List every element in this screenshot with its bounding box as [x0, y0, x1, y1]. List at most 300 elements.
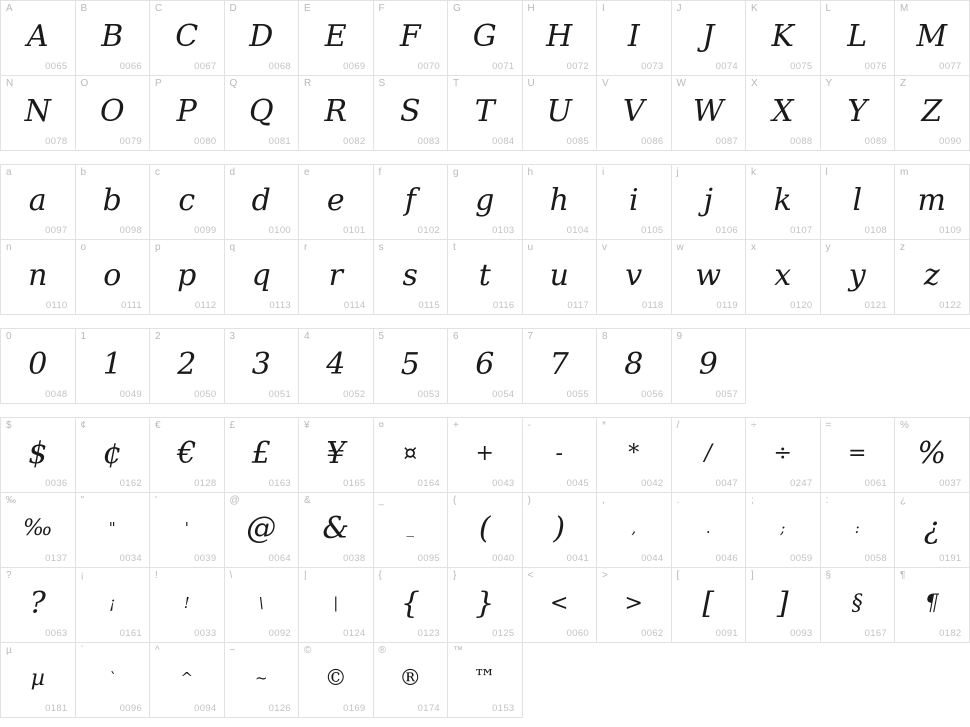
char-label: a	[6, 167, 12, 178]
char-cell[interactable]	[523, 568, 598, 643]
char-cell[interactable]	[448, 240, 523, 315]
char-cell[interactable]	[597, 568, 672, 643]
char-label: \	[229, 570, 233, 581]
char-cell[interactable]	[821, 568, 896, 643]
char-label: *	[602, 420, 606, 431]
char-glyph: A	[26, 18, 49, 54]
char-code: 0070	[417, 61, 440, 72]
char-cell[interactable]	[448, 76, 523, 151]
char-glyph: \	[258, 594, 264, 612]
char-label: L	[825, 3, 832, 14]
char-label: [	[676, 570, 680, 581]
char-cell[interactable]	[895, 240, 970, 315]
char-code: 0046	[715, 553, 738, 564]
char-code: 0109	[939, 225, 962, 236]
char-cell[interactable]	[76, 240, 151, 315]
char-cell[interactable]	[672, 493, 747, 568]
char-glyph: H	[546, 18, 573, 54]
char-glyph: 2	[177, 346, 197, 382]
char-glyph: (	[478, 510, 491, 546]
char-code: 0038	[343, 553, 366, 564]
char-label: r	[304, 242, 308, 253]
char-cell[interactable]	[523, 329, 598, 404]
char-cell[interactable]	[1, 418, 76, 493]
char-code: 0044	[641, 553, 664, 564]
char-glyph: |	[333, 594, 339, 612]
char-cell[interactable]	[821, 76, 896, 151]
char-glyph: ©	[324, 665, 347, 691]
char-label: W	[676, 78, 686, 89]
char-code: 0078	[45, 136, 68, 147]
char-cell[interactable]	[225, 643, 300, 718]
char-code: 0043	[492, 478, 515, 489]
char-code: 0105	[641, 225, 664, 236]
char-label: F	[378, 3, 385, 14]
char-cell[interactable]	[448, 165, 523, 240]
char-code: 0057	[715, 389, 738, 400]
char-label: z	[900, 242, 905, 253]
char-label: s	[378, 242, 384, 253]
char-label: /	[676, 420, 680, 431]
char-cell[interactable]	[150, 329, 225, 404]
char-glyph: d	[251, 182, 271, 218]
char-glyph: ¤	[403, 440, 418, 466]
char-cell[interactable]	[150, 1, 225, 76]
char-cell[interactable]	[76, 165, 151, 240]
char-glyph: &	[322, 510, 350, 546]
char-cell[interactable]	[448, 568, 523, 643]
char-code: 0039	[194, 553, 217, 564]
char-cell[interactable]	[672, 1, 747, 76]
char-cell[interactable]	[895, 1, 970, 76]
char-code: 0087	[715, 136, 738, 147]
char-cell[interactable]	[225, 568, 300, 643]
char-glyph: Y	[847, 93, 868, 129]
char-code: 0120	[790, 300, 813, 311]
char-cell[interactable]	[523, 76, 598, 151]
char-cell[interactable]	[374, 240, 449, 315]
char-label: h	[527, 167, 534, 178]
char-code: 0065	[45, 61, 68, 72]
char-cell[interactable]	[150, 76, 225, 151]
char-glyph: y	[848, 257, 866, 293]
char-code: 0088	[790, 136, 813, 147]
char-code: 0097	[45, 225, 68, 236]
char-label: K	[751, 3, 758, 14]
char-glyph: $	[28, 435, 48, 471]
char-cell[interactable]	[76, 568, 151, 643]
char-code: 0084	[492, 136, 515, 147]
char-glyph: g	[475, 182, 495, 218]
char-cell[interactable]	[150, 418, 225, 493]
char-cell[interactable]	[746, 418, 821, 493]
char-code: 0124	[343, 628, 366, 639]
char-cell[interactable]	[374, 1, 449, 76]
char-cell[interactable]	[225, 240, 300, 315]
char-label: 8	[602, 331, 608, 342]
char-label: d	[229, 167, 236, 178]
char-cell[interactable]	[76, 329, 151, 404]
char-code: 0119	[716, 300, 738, 311]
char-code: 0080	[194, 136, 217, 147]
char-code: 0058	[864, 553, 887, 564]
char-glyph: µ	[30, 665, 45, 691]
char-cell[interactable]	[597, 1, 672, 76]
char-code: 0041	[566, 553, 589, 564]
char-code: 0072	[566, 61, 589, 72]
char-cell[interactable]	[1, 165, 76, 240]
char-glyph: Z	[921, 93, 943, 129]
char-label: B	[80, 3, 88, 14]
char-code: 0117	[567, 300, 589, 311]
char-code: 0104	[566, 225, 589, 236]
char-code: 0052	[343, 389, 366, 400]
char-cell[interactable]	[225, 76, 300, 151]
char-code: 0125	[492, 628, 515, 639]
char-label: (	[453, 495, 457, 506]
char-label: ~	[229, 645, 236, 656]
char-label: >	[602, 570, 608, 581]
char-label: C	[155, 3, 163, 14]
char-label: }	[453, 570, 457, 581]
char-glyph: /	[704, 440, 712, 466]
char-cell[interactable]	[1, 329, 76, 404]
char-label: @	[229, 495, 240, 506]
char-glyph: <	[550, 590, 569, 616]
char-label: G	[453, 3, 461, 14]
char-label: w	[676, 242, 684, 253]
char-cell[interactable]	[895, 493, 970, 568]
char-cell[interactable]	[299, 1, 374, 76]
char-glyph: X	[772, 93, 794, 129]
char-glyph: _	[406, 519, 414, 537]
char-cell[interactable]	[821, 493, 896, 568]
char-code: 0045	[566, 478, 589, 489]
char-code: 0095	[417, 553, 440, 564]
char-glyph: ,	[631, 519, 637, 537]
char-code: 0033	[194, 628, 217, 639]
char-glyph: G	[472, 18, 497, 54]
char-label: :	[825, 495, 829, 506]
char-cell[interactable]	[746, 493, 821, 568]
char-glyph: ¢	[102, 435, 122, 471]
char-cell[interactable]	[523, 165, 598, 240]
char-label: 5	[378, 331, 385, 342]
char-label: '	[155, 495, 157, 506]
char-glyph: !	[183, 594, 190, 612]
char-label: 6	[453, 331, 459, 342]
char-glyph: V	[622, 93, 645, 129]
char-glyph: ¡	[109, 594, 116, 612]
char-cell[interactable]	[374, 643, 449, 718]
char-glyph: ^	[180, 669, 194, 687]
char-cell[interactable]	[150, 643, 225, 718]
char-glyph: v	[625, 257, 643, 293]
char-cell[interactable]	[597, 76, 672, 151]
char-label: j	[676, 167, 679, 178]
char-code: 0040	[492, 553, 515, 564]
char-code: 0162	[119, 478, 142, 489]
char-cell[interactable]	[225, 329, 300, 404]
char-label: ;	[751, 495, 754, 506]
char-glyph: m	[917, 182, 946, 218]
char-cell[interactable]	[299, 568, 374, 643]
char-cell[interactable]	[374, 329, 449, 404]
char-cell[interactable]	[672, 418, 747, 493]
char-label: +	[453, 420, 459, 431]
char-glyph: S	[399, 93, 421, 129]
char-code: 0069	[343, 61, 366, 72]
char-glyph: Q	[248, 93, 274, 129]
char-code: 0037	[939, 478, 962, 489]
char-code: 0112	[194, 300, 217, 311]
char-glyph: l	[852, 182, 863, 218]
char-cell[interactable]	[672, 76, 747, 151]
char-label: ]	[751, 570, 754, 581]
char-label: E	[304, 3, 311, 14]
char-label: §	[825, 570, 832, 581]
char-glyph: w	[695, 257, 722, 293]
char-glyph: L	[847, 18, 868, 54]
char-code: 0053	[417, 389, 440, 400]
char-label: P	[155, 78, 162, 89]
char-glyph: 8	[624, 346, 644, 382]
char-code: 0122	[939, 300, 962, 311]
char-label: _	[378, 495, 385, 506]
char-glyph: R	[324, 93, 348, 129]
char-glyph: :	[854, 519, 860, 537]
char-glyph: N	[24, 93, 51, 129]
char-glyph: J	[702, 18, 715, 54]
char-cell[interactable]	[299, 418, 374, 493]
char-glyph: F	[399, 18, 421, 54]
char-cell[interactable]	[597, 329, 672, 404]
char-cell[interactable]	[374, 418, 449, 493]
char-code: 0063	[45, 628, 68, 639]
char-cell[interactable]	[746, 568, 821, 643]
char-cell[interactable]	[895, 76, 970, 151]
char-code: 0116	[492, 300, 515, 311]
char-code: 0073	[641, 61, 664, 72]
char-label: ¢	[80, 420, 87, 431]
char-label: R	[304, 78, 312, 89]
char-cell[interactable]	[374, 165, 449, 240]
char-cell[interactable]	[225, 493, 300, 568]
char-cell[interactable]	[821, 1, 896, 76]
char-cell[interactable]	[225, 418, 300, 493]
char-code: 0068	[268, 61, 291, 72]
char-glyph: `	[108, 669, 116, 687]
char-cell[interactable]	[225, 165, 300, 240]
char-cell[interactable]	[672, 329, 747, 404]
char-code: 0048	[45, 389, 68, 400]
char-label: &	[304, 495, 311, 506]
char-code: 0161	[119, 628, 142, 639]
char-glyph: .	[705, 519, 711, 537]
char-cell[interactable]	[448, 493, 523, 568]
char-cell[interactable]	[746, 240, 821, 315]
char-glyph: z	[923, 257, 940, 293]
char-code: 0083	[417, 136, 440, 147]
char-glyph: "	[108, 519, 116, 537]
char-cell[interactable]	[821, 418, 896, 493]
char-cell[interactable]	[448, 1, 523, 76]
char-label: U	[527, 78, 535, 89]
char-cell[interactable]	[746, 165, 821, 240]
char-label: X	[751, 78, 758, 89]
char-code: 0050	[194, 389, 217, 400]
char-label: S	[378, 78, 386, 89]
char-label: ®	[378, 645, 386, 656]
char-code: 0102	[417, 225, 440, 236]
char-label: p	[155, 242, 161, 253]
char-cell[interactable]	[76, 418, 151, 493]
char-cell[interactable]	[597, 493, 672, 568]
char-label: Y	[825, 78, 833, 89]
char-cell[interactable]	[76, 1, 151, 76]
char-code: 0163	[268, 478, 291, 489]
char-cell[interactable]	[1, 493, 76, 568]
char-cell[interactable]	[895, 165, 970, 240]
char-cell[interactable]	[1, 240, 76, 315]
char-cell[interactable]	[523, 240, 598, 315]
char-glyph: B	[101, 18, 124, 54]
char-cell[interactable]	[299, 76, 374, 151]
char-cell[interactable]	[672, 165, 747, 240]
char-cell[interactable]	[299, 329, 374, 404]
char-label: v	[602, 242, 607, 253]
char-cell[interactable]	[672, 568, 747, 643]
char-label: k	[751, 167, 756, 178]
char-cell[interactable]	[746, 76, 821, 151]
char-code: 0101	[343, 225, 366, 236]
char-glyph: -	[555, 440, 563, 466]
char-cell[interactable]	[76, 643, 151, 718]
char-cell[interactable]	[150, 568, 225, 643]
char-cell[interactable]	[1, 1, 76, 76]
char-cell[interactable]	[374, 568, 449, 643]
char-cell[interactable]	[1, 76, 76, 151]
char-label: J	[676, 3, 682, 14]
char-glyph: ®	[399, 665, 422, 691]
char-cell[interactable]	[523, 418, 598, 493]
char-glyph: £	[251, 435, 271, 471]
char-cell[interactable]	[150, 165, 225, 240]
char-glyph: )	[553, 510, 566, 546]
char-code: 0061	[864, 478, 887, 489]
char-cell[interactable]	[821, 240, 896, 315]
char-cell[interactable]	[523, 1, 598, 76]
char-glyph: f	[404, 182, 416, 218]
char-cell[interactable]	[746, 1, 821, 76]
char-cell[interactable]	[597, 240, 672, 315]
char-cell[interactable]	[299, 240, 374, 315]
char-cell[interactable]	[299, 493, 374, 568]
char-label: %	[900, 420, 909, 431]
char-cell[interactable]	[523, 493, 598, 568]
char-glyph: ¥	[326, 435, 346, 471]
char-cell[interactable]	[299, 643, 374, 718]
char-label: ¤	[378, 420, 385, 431]
char-code: 0082	[343, 136, 366, 147]
char-label: µ	[6, 645, 12, 656]
char-label: ?	[6, 570, 12, 581]
char-code: 0137	[45, 553, 68, 564]
char-cell[interactable]	[895, 568, 970, 643]
char-glyph: '	[184, 519, 189, 537]
char-cell[interactable]	[299, 165, 374, 240]
char-glyph: +	[475, 440, 494, 466]
char-cell[interactable]	[448, 643, 523, 718]
char-code: 0056	[641, 389, 664, 400]
char-label: Z	[900, 78, 907, 89]
char-code: 0092	[268, 628, 291, 639]
char-glyph: §	[851, 590, 863, 616]
char-glyph: a	[28, 182, 47, 218]
char-code: 0121	[864, 300, 887, 311]
char-glyph: ~	[254, 669, 268, 687]
char-code: 0074	[715, 61, 738, 72]
char-glyph: 3	[251, 346, 271, 382]
char-cell[interactable]	[597, 418, 672, 493]
char-label: D	[229, 3, 237, 14]
char-label: l	[825, 167, 828, 178]
char-label: 9	[676, 331, 683, 342]
char-glyph: T	[474, 93, 495, 129]
char-cell[interactable]	[1, 568, 76, 643]
char-cell[interactable]	[597, 165, 672, 240]
char-code: 0060	[566, 628, 589, 639]
char-label: ¿	[900, 495, 907, 506]
char-cell[interactable]	[374, 76, 449, 151]
char-code: 0049	[119, 389, 142, 400]
char-cell[interactable]	[374, 493, 449, 568]
char-cell[interactable]	[448, 329, 523, 404]
char-cell[interactable]	[76, 76, 151, 151]
char-cell[interactable]	[1, 643, 76, 718]
char-glyph: @	[246, 510, 277, 546]
char-label: {	[378, 570, 382, 581]
char-glyph: [	[702, 585, 715, 621]
char-cell[interactable]	[150, 240, 225, 315]
char-code: 0106	[715, 225, 738, 236]
char-cell[interactable]	[448, 418, 523, 493]
char-code: 0086	[641, 136, 664, 147]
char-cell[interactable]	[895, 418, 970, 493]
char-cell[interactable]	[821, 165, 896, 240]
char-code: 0113	[269, 300, 291, 311]
char-glyph: M	[916, 18, 948, 54]
char-cell[interactable]	[672, 240, 747, 315]
char-cell[interactable]	[225, 1, 300, 76]
char-glyph: k	[773, 182, 792, 218]
char-glyph: 4	[326, 346, 346, 382]
char-code: 0100	[268, 225, 291, 236]
char-label: ¶	[900, 570, 906, 581]
char-cell[interactable]	[150, 493, 225, 568]
char-glyph: P	[176, 93, 197, 129]
char-code: 0034	[119, 553, 142, 564]
char-label: t	[453, 242, 456, 253]
char-glyph: U	[546, 93, 572, 129]
char-code: 0164	[417, 478, 440, 489]
char-code: 0110	[45, 300, 68, 311]
char-label: q	[229, 242, 236, 253]
char-label: c	[155, 167, 160, 178]
char-cell[interactable]	[76, 493, 151, 568]
char-glyph: ?	[29, 585, 46, 621]
char-code: 0079	[119, 136, 142, 147]
